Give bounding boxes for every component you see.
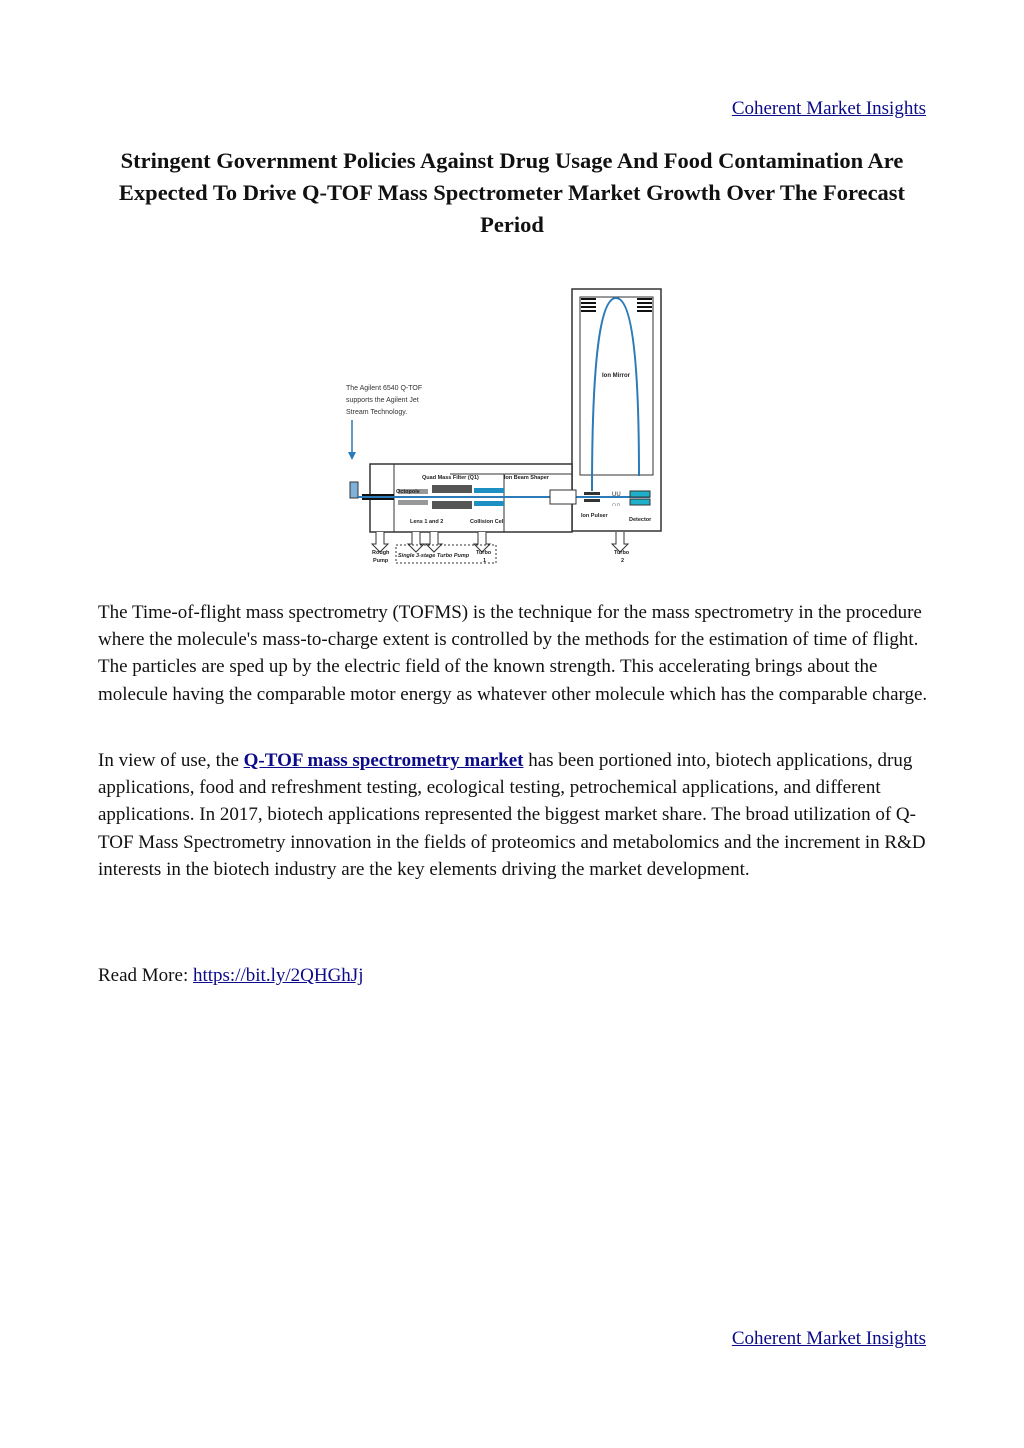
label-n: ∩∩	[612, 502, 621, 508]
label-beam-shaper: Ion Beam Shaper	[504, 475, 549, 481]
caption-line-3: Stream Technology.	[346, 409, 408, 416]
footer-source-link[interactable]: Coherent Market Insights	[731, 1328, 926, 1349]
paragraph-market-after: has been portioned into, biotech applications, drug applications, food and refreshment testing, ecological testing, petrochemical applications, and different applications. In 2017, biotech applications represented the biggest market share. The broad utilization of Q-TOF Mass Spectrometry innovation in the fields of proteomics and metabolomics and the increment in R&D interests in the biotech industry are the key elements driving the market development.	[98, 750, 926, 880]
label-rough-2: Pump	[373, 558, 389, 564]
page-title: Stringent Government Policies Against Drug Usage And Food Contamination Are Expected To Drive Q-TOF Mass Spectrometer Market Growth Over The Forecast Period	[118, 148, 906, 237]
label-turbo-pump: Single 3-stage Turbo Pump	[398, 553, 470, 559]
label-turbo2-b: 2	[621, 558, 625, 564]
quad-top	[432, 485, 472, 493]
read-more-link[interactable]: https://bit.ly/2QHGhJj	[192, 965, 364, 986]
label-lens: Lens 1 and 2	[410, 519, 444, 525]
pump-ports	[372, 532, 628, 552]
detector-top	[630, 491, 650, 497]
market-link[interactable]: Q-TOF mass spectrometry market	[243, 750, 524, 771]
pulser-plate-1	[584, 492, 600, 495]
paragraph-tofms: The Time-of-flight mass spectrometry (TOFMS) is the technique for the mass spectrometry in the procedure where the molecule's mass-to-charge extent is controlled by the methods for the estimation of time of flight. The particles are sped up by the electric field of the known strength. This accelerating brings about the molecule having the comparable motor energy as whatever other molecule which has the comparable charge.	[98, 602, 928, 705]
caption-line-1: The Agilent 6540 Q-TOF	[346, 385, 423, 392]
label-quad: Quad Mass Filter (Q1)	[422, 475, 479, 481]
label-u: UU	[612, 492, 621, 498]
collision-top	[474, 488, 504, 493]
beam-shaper	[550, 490, 576, 504]
label-ion-mirror: Ion Mirror	[602, 373, 630, 379]
header-source-link[interactable]: Coherent Market Insights	[731, 98, 926, 119]
label-turbo1-b: 1	[483, 558, 487, 564]
paragraph-market-before: In view of use, the	[98, 750, 244, 771]
quad-bottom	[432, 501, 472, 509]
detector-bottom	[630, 499, 650, 505]
label-octopole: Octopole	[396, 489, 420, 495]
label-detector: Detector	[629, 517, 652, 523]
octopole-bottom	[398, 500, 428, 505]
collision-bottom	[474, 501, 504, 506]
label-pulser: Ion Pulser	[581, 513, 608, 519]
ion-source	[350, 482, 358, 498]
qtof-diagram-figure	[340, 286, 670, 571]
qtof-diagram	[340, 286, 670, 571]
paragraph-market	[98, 747, 928, 883]
label-turbo2-a: Turbo	[614, 550, 630, 556]
read-more	[98, 962, 928, 989]
label-turbo1-a: Turbo	[476, 550, 492, 556]
read-more-label: Read More:	[98, 965, 193, 986]
pulser-plate-2	[584, 499, 600, 502]
label-rough-1: Rough	[372, 550, 390, 556]
caption-arrow-head	[348, 452, 356, 460]
label-collision: Collision Cell	[470, 519, 505, 525]
caption-line-2: supports the Agilent Jet	[346, 397, 419, 404]
